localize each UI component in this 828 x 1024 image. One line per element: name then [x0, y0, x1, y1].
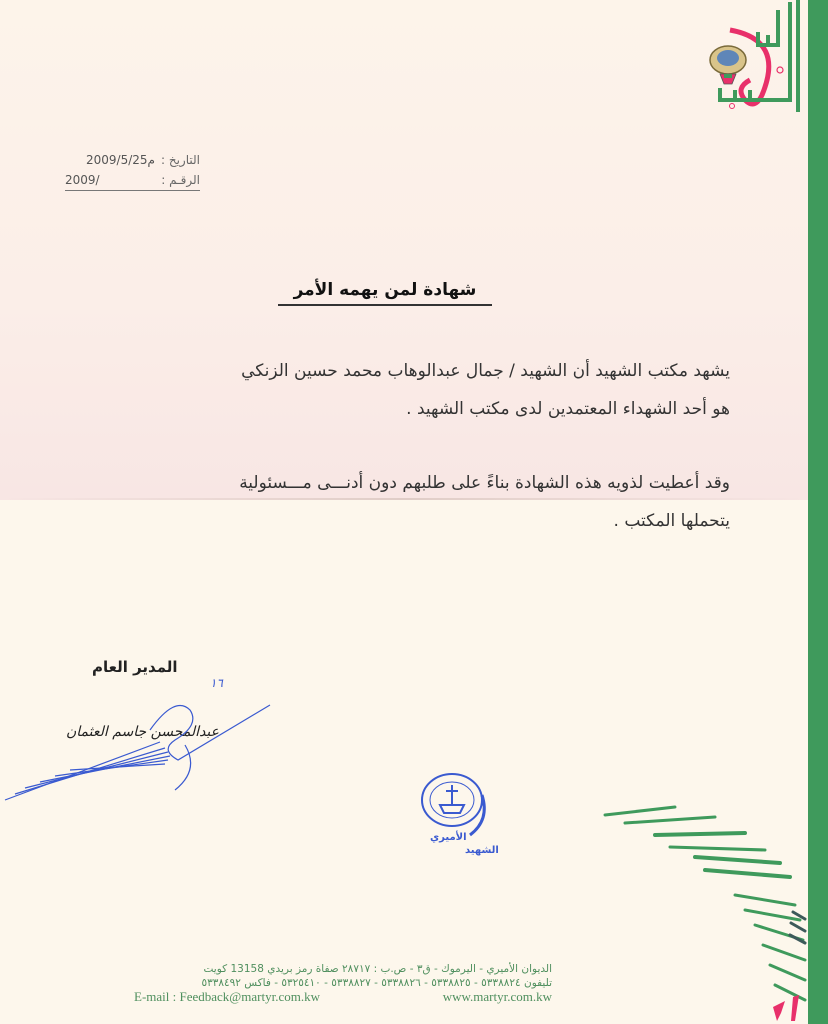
signatory-title: المدير العام [92, 658, 178, 676]
handwritten-signature [0, 690, 280, 810]
reference-number-row [65, 170, 200, 191]
number-value: 2009/ [65, 173, 100, 187]
certificate-title: شهادة لمن يهمه الأمر [278, 280, 492, 306]
stamp-text: الأميري [430, 832, 467, 843]
decorative-brush-strokes [595, 795, 808, 1024]
martyr-office-logo [690, 0, 810, 112]
official-stamp [410, 765, 520, 860]
body-paragraph-2 [90, 464, 730, 540]
kuwait-emblem-icon [710, 46, 746, 84]
footer-contacts [134, 990, 552, 1004]
footer-address: الديوان الأميري - اليرموك - ق٣ - ص.ب : ٢٨٧١٧ صفاة رمز بريدي 13158 كويت [203, 963, 552, 975]
document-meta [60, 150, 200, 191]
handwritten-mark: ١٦ [210, 676, 223, 690]
number-label: الرقـم : [161, 173, 200, 187]
date-row [60, 150, 200, 170]
body-paragraph-1 [90, 352, 730, 428]
green-side-stripe [808, 0, 828, 1024]
svg-text:الشهيد: الشهيد [465, 845, 499, 856]
paragraph-1-line-1: يشهد مكتب الشهيد أن الشهيد / جمال عبدالوهاب محمد حسين الزنكي [241, 361, 730, 381]
ship-icon [440, 805, 464, 813]
footer-email: E-mail : Feedback@martyr.com.kw [134, 989, 320, 1004]
paragraph-2-line-2: يتحملها المكتب . [613, 511, 730, 531]
paragraph-2-line-1: وقد أعطيت لذويه هذه الشهادة بناءً على طلبهم دون أدنـــى مـــسئولية [239, 473, 730, 493]
footer-phones: تليفون ٥٣٣٨٨٢٤ - ٥٣٣٨٨٢٥ - ٥٣٣٨٨٢٦ - ٥٣٣٨٨٢٧ - ٥٣٢٥٤١٠ - فاكس ٥٣٣٨٤٩٢ [201, 977, 552, 989]
date-value: 2009/5/25م [86, 153, 155, 167]
paragraph-1-line-2: هو أحد الشهداء المعتمدين لدى مكتب الشهيد . [406, 399, 730, 419]
date-label: التاريخ : [160, 153, 200, 167]
letterhead-footer [134, 962, 552, 1004]
footer-website: www.martyr.com.kw [442, 989, 552, 1004]
signatory-name: عبدالمحسن جاسم العثمان [66, 724, 220, 740]
